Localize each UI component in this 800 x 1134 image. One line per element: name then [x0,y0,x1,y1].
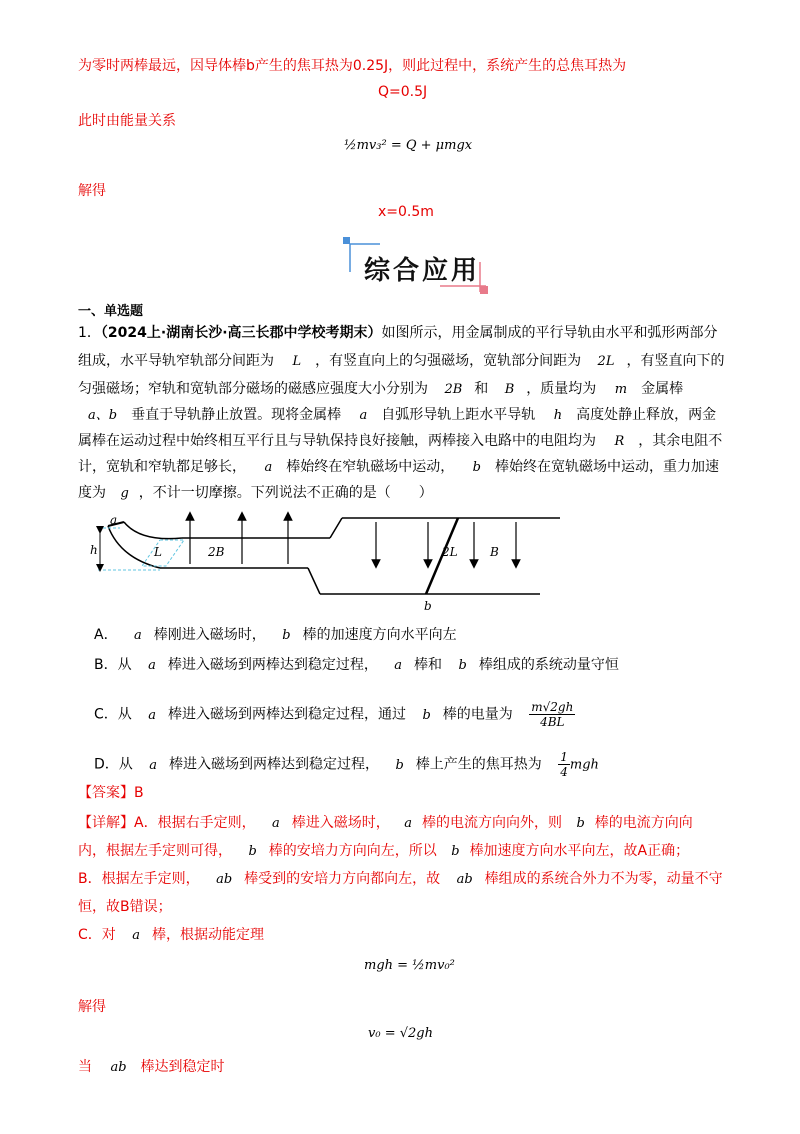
detail-text: C．对 [78,927,116,943]
option-b[interactable] [94,654,619,674]
symbol: a [359,408,368,423]
symbol: ab [110,1060,127,1075]
fraction-denominator: 4BL [540,715,565,729]
detail-line-6 [78,1056,225,1076]
symbol: m [614,382,628,397]
section-heading: 一、单选题 [78,304,144,319]
question-text: ，质量均为 [526,381,597,397]
question-text: ，不计一切摩擦。下列说法不正确的是（ ） [138,485,433,501]
question-line-7 [78,482,433,502]
banner-title: 综合应用 [364,256,481,286]
question-text: 度为 [78,485,106,501]
option-label: A． [94,627,118,643]
question-text: 金属棒 [641,381,684,397]
option-label: D．从 [94,756,133,773]
question-text: 如图所示，用金属制成的平行导轨由水平和弧形两部分 [381,325,718,341]
question-line-3 [78,378,683,398]
symbol: a [272,816,280,831]
question-text: 和 [474,381,489,397]
arc-rail-back [124,522,182,539]
option-text: 棒进入磁场到两棒达到稳定过程， [167,657,378,673]
symbol: ab [216,872,233,887]
question-text: ，其余电阻不 [638,433,723,449]
detail-line-1 [78,812,693,832]
question-text: 匀强磁场；窄轨和宽轨部分磁场的磁感应强度大小分别为 [78,381,428,397]
symbol: a [404,816,413,831]
detail-text: B．根据左手定则， [78,871,200,887]
symbol: 2L [597,354,615,369]
rail-figure [80,508,580,618]
symbol: b [422,707,431,723]
symbol: ab [456,872,473,887]
option-text: 棒进入磁场到两棒达到稳定过程， [169,756,379,773]
heat-fraction [558,750,570,779]
symbol: a [394,658,403,673]
fraction-numerator: m√2gh [531,700,574,714]
detail-text: 棒的安培力方向向左，所以 [268,843,437,859]
detail-text: 棒的电流方向向外，则 [422,815,563,831]
solve-label-2: 解得 [78,999,106,1015]
question-text: 组成，水平导轨窄轨部分间距为 [78,353,274,369]
option-text: 棒和 [414,657,443,673]
symbol: a [149,757,157,773]
option-text: 棒的加速度方向水平向左 [302,627,457,643]
symbol: mgh [569,757,599,773]
question-text: 棒始终在宽轨磁场中运动，重力加速 [495,459,719,475]
question-number: 1． [78,325,101,341]
symbol: b [451,844,460,859]
question-text: 高度处静止释放，两金 [576,407,717,423]
fig-label-b: b [424,599,432,613]
symbol: b [282,628,291,643]
question-line-6 [78,456,719,476]
energy-relation-text: 此时由能量关系 [78,113,176,129]
question-source: （2024上·湖南长沙·高三长郡中学校考期末） [100,325,382,341]
symbol: b [472,460,481,475]
detail-text: 棒的电流方向向 [594,815,693,831]
arc-rail-front [108,526,160,568]
detail-text: A．根据右手定则， [134,815,256,831]
kinetic-energy-equation: mgh = ½mv₀² [364,958,455,973]
question-text: 计，宽轨和窄轨都足够长， [78,459,246,475]
energy-equation: ½mv₃² = Q + μmgx [344,138,473,153]
section-banner [340,232,500,302]
detail-text: 棒组成的系统合外力不为零，动量不守 [484,871,723,887]
question-line-2 [78,350,724,370]
detail-line-4: 恒，故B错误； [78,899,172,915]
option-text: 棒进入磁场到两棒达到稳定过程，通过 [168,706,406,723]
symbol: a、b [88,408,118,423]
charge-fraction [529,700,575,729]
fig-label-B: B [490,545,499,559]
option-label: B．从 [94,657,132,673]
answer-label: 【答案】B [78,785,144,801]
symbol: a [148,707,156,723]
detail-text: 棒进入磁场时， [291,815,390,831]
symbol: b [248,844,257,859]
fig-label-2L: 2L [442,545,458,559]
question-line-4 [78,404,716,424]
question-text: ，有竖直向下的 [626,353,725,369]
question-line-5 [78,430,722,450]
symbol: a [134,628,142,643]
option-text: 棒刚进入磁场时， [153,627,266,643]
solve-label-1: 解得 [78,183,106,199]
option-text: 棒上产生的焦耳热为 [415,756,542,773]
symbol: a [148,658,156,673]
symbol: g [120,486,129,501]
option-d[interactable] [94,750,599,779]
detail-text: 棒受到的安培力方向都向左，故 [244,871,441,887]
symbol: B [504,382,515,397]
question-line-1 [78,322,718,342]
symbol: R [614,434,625,449]
fraction-denominator: 4 [560,765,568,779]
symbol: L [292,354,302,369]
fig-label-h: h [90,543,98,557]
detail-line-3 [78,868,723,888]
option-label: C．从 [94,706,132,723]
symbol: a [132,928,140,943]
question-text: 属棒在运动过程中始终相互平行且与导轨保持良好接触，两棒接入电路中的电阻均为 [78,433,596,449]
velocity-equation: v₀ = √2gh [368,1026,433,1041]
symbol: b [395,757,404,773]
detail-label: 【详解】 [78,815,134,831]
option-text: 棒组成的系统动量守恒 [478,657,619,673]
question-text: ，有竖直向上的匀强磁场，宽轨部分间距为 [315,353,582,369]
detail-text: 当 [78,1059,92,1075]
detail-text: 棒加速度方向水平向左，故A正确； [469,843,690,859]
fraction-numerator: 1 [560,750,568,764]
q-result: Q=0.5J [378,84,428,100]
symbol: a [264,460,273,475]
option-a[interactable] [94,624,457,644]
question-text: 自弧形导轨上距水平导轨 [381,407,536,423]
symbol: h [553,408,563,423]
option-text: 棒的电量为 [442,706,513,723]
detail-text: 棒达到稳定时 [140,1059,225,1075]
x-result: x=0.5m [378,204,434,220]
prev-text-line: 为零时两棒最远，因导体棒b产生的焦耳热为0.25J，则此过程中，系统产生的总焦耳热为 [78,58,627,74]
detail-text: 内，根据左手定则可得， [78,843,232,859]
fig-label-L: L [154,545,162,559]
symbol: 2B [444,382,463,397]
detail-text: 棒，根据动能定理 [152,927,264,943]
detail-line-2 [78,840,689,860]
fig-label-2B: 2B [208,545,225,559]
fig-label-a: a [110,513,118,527]
question-text: 棒始终在窄轨磁场中运动， [286,459,455,475]
symbol: b [576,816,585,831]
symbol: b [458,658,467,673]
question-text: 垂直于导轨静止放置。现将金属棒 [131,407,342,423]
option-c[interactable] [94,700,575,729]
detail-line-5 [78,924,264,944]
